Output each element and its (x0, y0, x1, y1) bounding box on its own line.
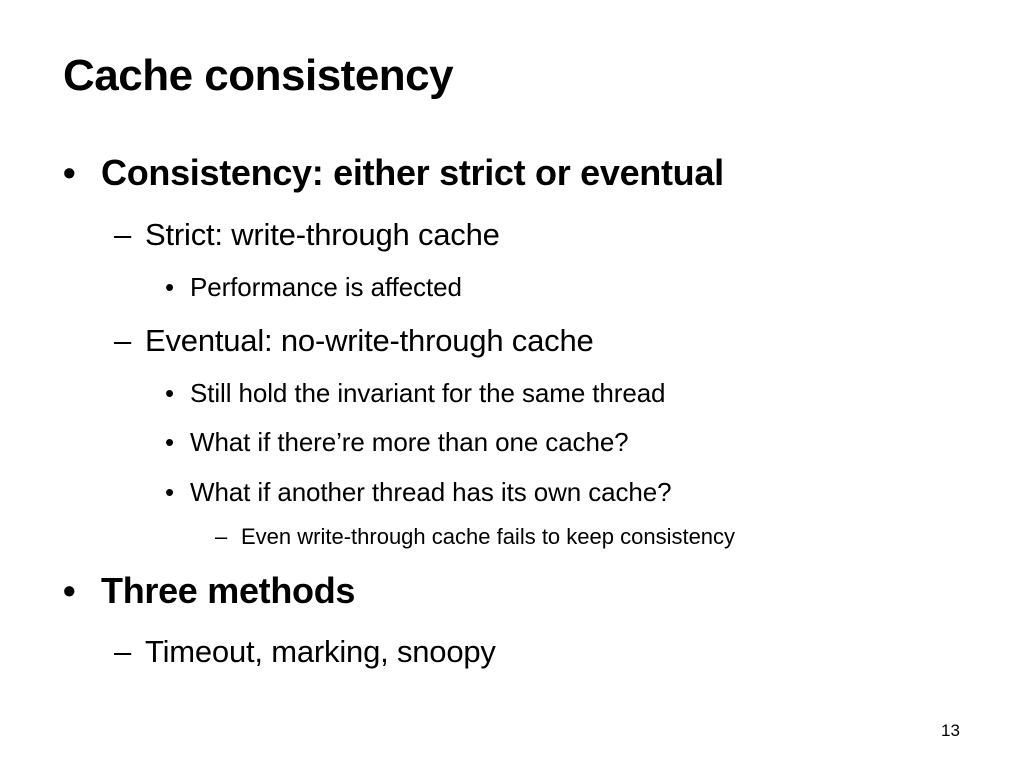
bullet-text: Strict: write-through cache (145, 217, 500, 252)
bullet-item (165, 477, 672, 508)
bullet-text: Three methods (101, 570, 356, 611)
dash-marker: – (215, 524, 228, 549)
bullet-item (165, 427, 629, 458)
bullet-text: What if another thread has its own cache? (190, 477, 672, 507)
bullet-item (114, 323, 594, 359)
bullet-marker: • (63, 152, 76, 193)
bullet-marker: • (63, 570, 76, 611)
dash-marker: – (114, 217, 132, 252)
bullet-item (165, 272, 462, 303)
bullet-marker: • (165, 378, 175, 408)
bullet-item (215, 524, 735, 550)
bullet-item (63, 152, 724, 194)
slide-title: Cache consistency (63, 51, 454, 100)
bullet-text: What if there’re more than one cache? (190, 427, 629, 457)
bullet-marker: • (165, 272, 175, 302)
dash-marker: – (114, 634, 132, 669)
bullet-text: Even write-through cache fails to keep consistency (241, 524, 736, 549)
bullet-text: Performance is affected (190, 272, 462, 302)
bullet-text: Consistency: either strict or eventual (101, 152, 724, 193)
bullet-marker: • (165, 427, 175, 457)
bullet-item (63, 570, 355, 612)
bullet-item (114, 217, 500, 253)
bullet-text: Eventual: no-write-through cache (145, 323, 594, 358)
page-number: 13 (941, 721, 960, 740)
dash-marker: – (114, 323, 132, 358)
bullet-text: Timeout, marking, snoopy (145, 634, 496, 669)
bullet-text: Still hold the invariant for the same thread (190, 378, 666, 408)
bullet-item (114, 634, 496, 670)
bullet-marker: • (165, 477, 175, 507)
bullet-item (165, 378, 665, 409)
